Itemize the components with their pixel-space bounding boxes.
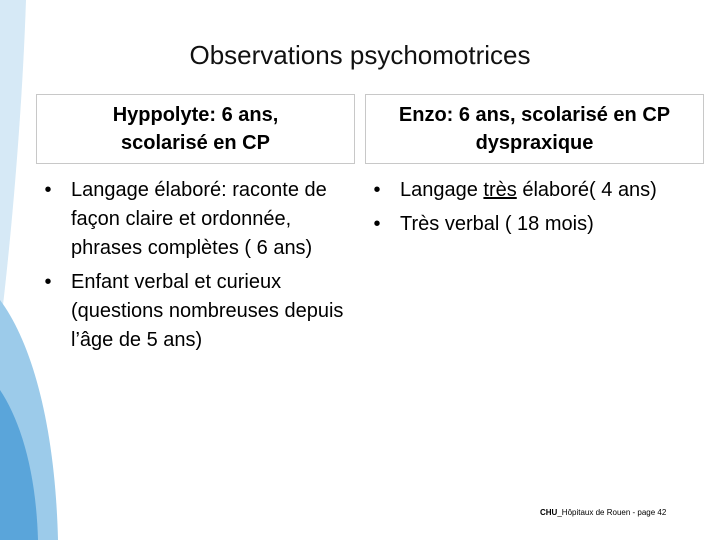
left-bullet-list <box>38 176 358 360</box>
bullet-text-underlined: très <box>483 179 517 201</box>
left-header-line-2: scolarisé en CP <box>121 132 270 154</box>
bullet-text-post: élaboré( 4 ans) <box>516 179 657 201</box>
bullet-text <box>400 179 657 201</box>
right-header-line-2: dyspraxique <box>475 132 594 154</box>
footer-org: CHU <box>540 508 558 517</box>
left-header-line-1: Hyppolyte: 6 ans, <box>112 104 279 126</box>
list-item <box>38 176 358 263</box>
bullet-text: Très verbal ( 18 mois) <box>400 213 594 235</box>
right-bullet-list <box>367 176 707 244</box>
right-column-header <box>365 94 704 164</box>
bullet-text-pre: Langage <box>400 179 484 201</box>
bullet-text: Enfant verbal et curieux (questions nombreuses depuis l’âge de 5 ans) <box>71 271 344 351</box>
list-item <box>38 268 358 355</box>
slide-title: Observations psychomotrices <box>189 40 531 70</box>
list-item <box>367 210 707 239</box>
right-header-line-1: Enzo: 6 ans, scolarisé en CP <box>398 104 671 126</box>
left-column-header <box>36 94 355 164</box>
bullet-icon: • <box>373 179 381 201</box>
slide-footer <box>540 508 666 517</box>
bullet-icon: • <box>44 179 52 201</box>
bullet-text: Langage élaboré: raconte de façon claire et ordonnée, phrases complètes ( 6 ans) <box>71 179 327 259</box>
list-item <box>367 176 707 205</box>
bullet-icon: • <box>44 271 52 293</box>
footer-page-text: _Hôpitaux de Rouen - page 42 <box>557 508 667 517</box>
bullet-icon: • <box>373 213 381 235</box>
